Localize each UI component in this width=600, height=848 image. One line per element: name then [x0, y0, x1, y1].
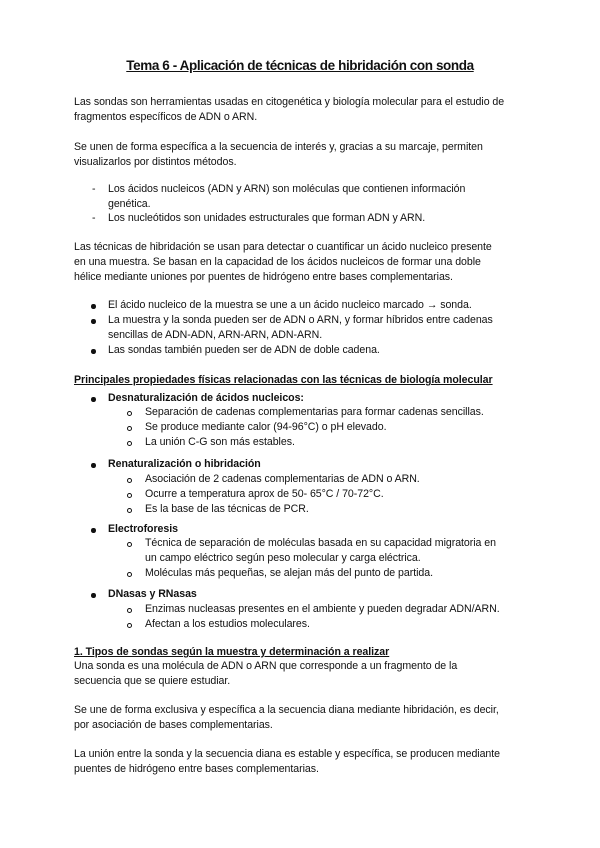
paragraph-line: en una muestra. Se basan en la capacidad de los ácidos nucleicos de formar una doble — [74, 256, 481, 268]
circle-bullet-icon — [127, 623, 132, 628]
sub-item: un campo eléctrico según peso molecular y carga eléctrica. — [145, 552, 421, 564]
list-item: Los nucleótidos son unidades estructurales que forman ADN y ARN. — [108, 212, 426, 224]
paragraph-line: Las técnicas de hibridación se usan para detectar o cuantificar un ácido nucleico presente — [74, 241, 492, 253]
list-item: Los ácidos nucleicos (ADN y ARN) son moléculas que contienen información — [108, 183, 466, 195]
bullet-icon — [91, 304, 96, 309]
property-label: DNasas y RNasas — [108, 588, 197, 600]
list-item: El ácido nucleico de la muestra se une a un ácido nucleico marcado → sonda. — [108, 299, 472, 311]
circle-bullet-icon — [127, 426, 132, 431]
sub-item: Moléculas más pequeñas, se alejan más del punto de partida. — [145, 567, 433, 579]
list-item: Las sondas también pueden ser de ADN de doble cadena. — [108, 344, 380, 356]
paragraph-line: fragmentos específicos de ADN o ARN. — [74, 111, 258, 123]
list-item: sencillas de ADN-ADN, ARN-ARN, ADN-ARN. — [108, 329, 323, 341]
sub-item: La unión C-G son más estables. — [145, 436, 295, 448]
circle-bullet-icon — [127, 493, 132, 498]
bullet-icon — [91, 593, 96, 598]
sub-item: Asociación de 2 cadenas complementarias de ADN o ARN. — [145, 473, 420, 485]
property-label: Renaturalización o hibridación — [108, 458, 261, 470]
circle-bullet-icon — [127, 411, 132, 416]
sub-item: Es la base de las técnicas de PCR. — [145, 503, 309, 515]
sub-item: Separación de cadenas complementarias para formar cadenas sencillas. — [145, 406, 484, 418]
paragraph-line: visualizarlos por distintos métodos. — [74, 156, 237, 168]
section-heading: 1. Tipos de sondas según la muestra y determinación a realizar — [74, 646, 390, 658]
bullet-icon — [91, 397, 96, 402]
circle-bullet-icon — [127, 441, 132, 446]
sub-item: Se produce mediante calor (94-96°C) o pH elevado. — [145, 421, 387, 433]
circle-bullet-icon — [127, 508, 132, 513]
paragraph-line: La unión entre la sonda y la secuencia diana es estable y específica, se producen mediante — [74, 748, 501, 760]
page-title: Tema 6 - Aplicación de técnicas de hibridación con sonda — [126, 58, 474, 73]
paragraph-line: puentes de hidrógeno entre bases complementarias. — [74, 763, 319, 775]
sub-item: Afectan a los estudios moleculares. — [145, 618, 310, 630]
paragraph-line: Las sondas son herramientas usadas en citogenética y biología molecular para el estudio de — [74, 96, 505, 108]
paragraph-line: Una sonda es una molécula de ADN o ARN que corresponde a un fragmento de la — [74, 660, 458, 672]
circle-bullet-icon — [127, 572, 132, 577]
sub-item: Enzimas nucleasas presentes en el ambiente y pueden degradar ADN/ARN. — [145, 603, 500, 615]
bullet-icon — [91, 463, 96, 468]
dash-marker: - — [92, 183, 96, 195]
list-item: La muestra y la sonda pueden ser de ADN o ARN, y formar híbridos entre cadenas — [108, 314, 493, 326]
property-label: Desnaturalización de ácidos nucleicos: — [108, 392, 304, 404]
paragraph-line: por asociación de bases complementarias. — [74, 719, 273, 731]
dash-marker: - — [92, 212, 96, 224]
circle-bullet-icon — [127, 542, 132, 547]
sub-item: Ocurre a temperatura aprox de 50- 65°C / 70-72°C. — [145, 488, 384, 500]
list-item: genética. — [108, 198, 151, 210]
paragraph-line: Se une de forma exclusiva y específica a la secuencia diana mediante hibridación, es decir, — [74, 704, 499, 716]
paragraph-line: secuencia que se quiere estudiar. — [74, 675, 231, 687]
section-heading: Principales propiedades físicas relacionadas con las técnicas de biología molecular — [74, 374, 493, 386]
bullet-icon — [91, 349, 96, 354]
circle-bullet-icon — [127, 478, 132, 483]
circle-bullet-icon — [127, 608, 132, 613]
property-label: Electroforesis — [108, 523, 178, 535]
sub-item: Técnica de separación de moléculas basada en su capacidad migratoria en — [145, 537, 496, 549]
paragraph-line: Se unen de forma específica a la secuencia de interés y, gracias a su marcaje, permiten — [74, 141, 483, 153]
bullet-icon — [91, 528, 96, 533]
paragraph-line: hélice mediante uniones por puentes de hidrógeno entre bases complementarias. — [74, 271, 453, 283]
bullet-icon — [91, 319, 96, 324]
